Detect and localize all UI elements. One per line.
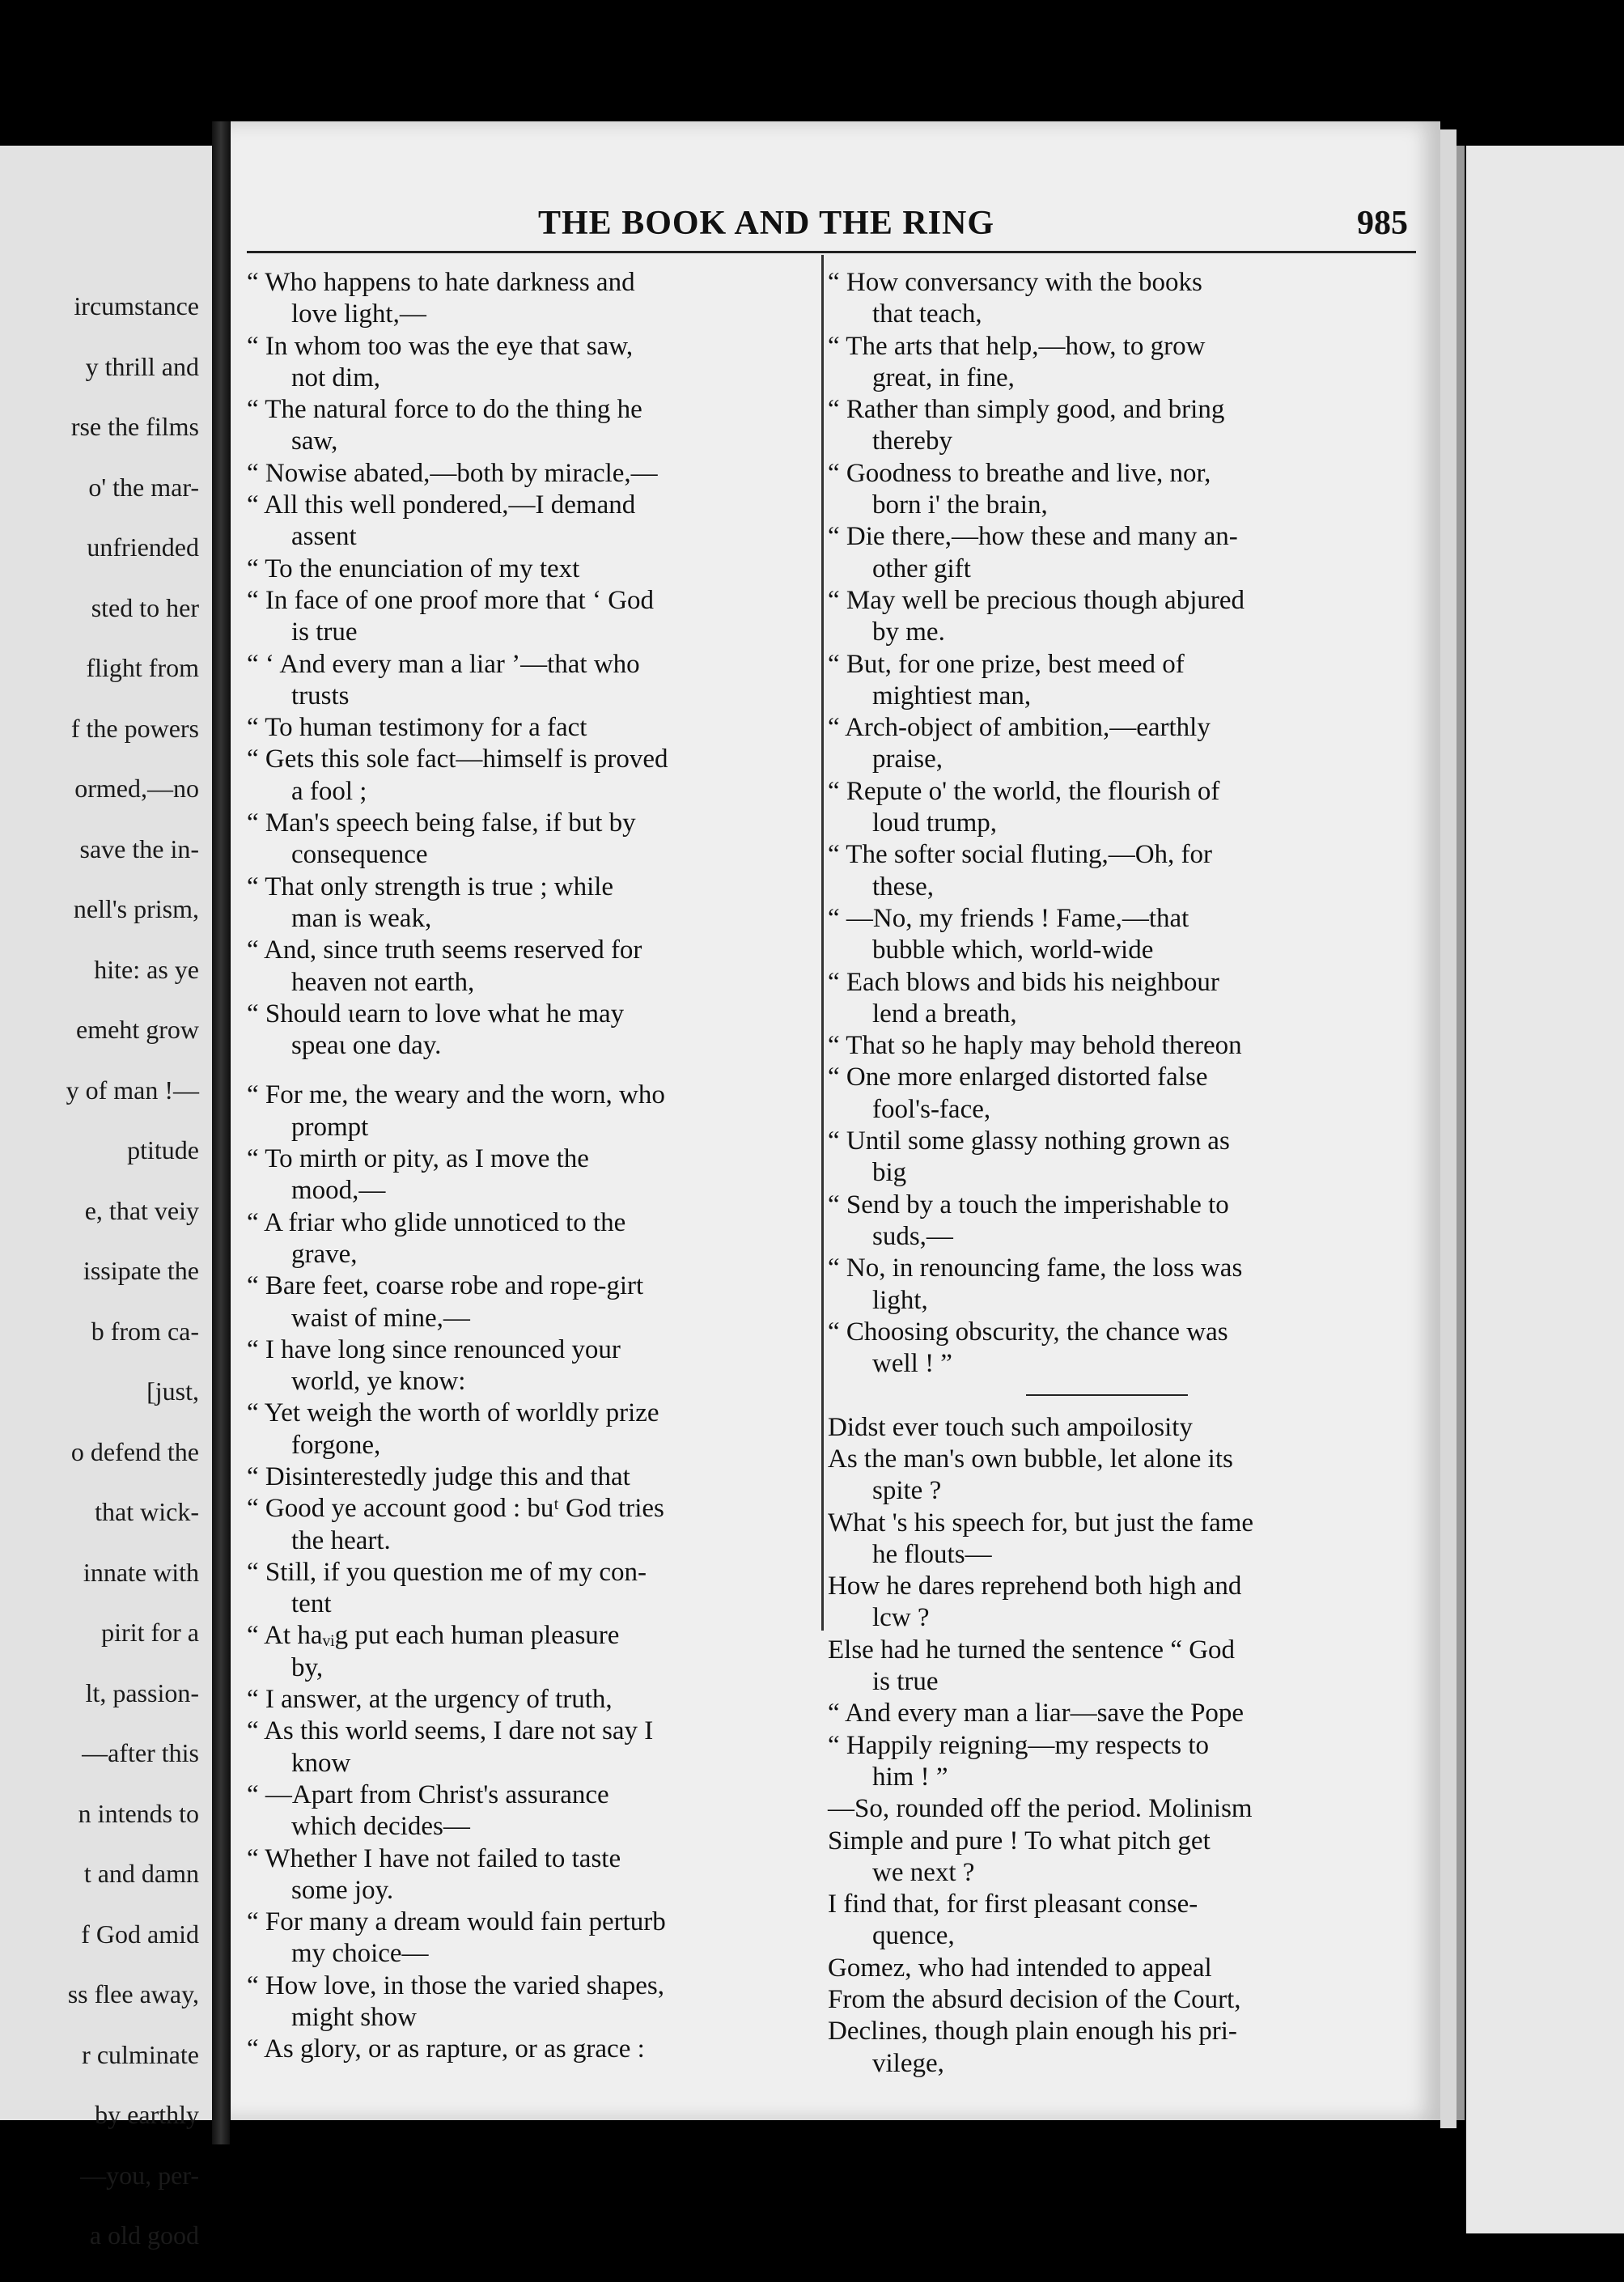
verse-line: light,: [872, 1285, 928, 1315]
verse-line: “ Bare feet, coarse robe and rope-girt: [247, 1271, 644, 1301]
page-edge-shadow: [1457, 146, 1465, 2120]
verse-line: love light,—: [291, 299, 426, 329]
left-page-fragment: y thrill and: [85, 351, 199, 381]
verse-line: vilege,: [872, 2048, 944, 2078]
verse-line: Didst ever touch such ampoilosity: [828, 1412, 1193, 1442]
verse-line: big: [872, 1158, 907, 1188]
verse-line: waist of mine,—: [291, 1303, 470, 1333]
verse-line: “ One more enlarged distorted false: [828, 1063, 1208, 1092]
left-page-fragment: nell's prism,: [73, 894, 199, 923]
verse-line: born i' the brain,: [872, 490, 1048, 520]
verse-line: “ Still, if you question me of my con-: [247, 1557, 647, 1587]
verse-line: great, in fine,: [872, 363, 1015, 392]
column-divider: [821, 255, 824, 1631]
verse-line: As the man's own bubble, let alone its: [828, 1444, 1233, 1474]
verse-line: know: [291, 1748, 351, 1778]
verse-line: “ I answer, at the urgency of truth,: [247, 1685, 613, 1715]
verse-line: quence,: [872, 1921, 955, 1951]
verse-line: “ And, since truth seems reserved for: [247, 935, 642, 965]
verse-line: speaɩ one day.: [291, 1031, 442, 1061]
left-page-fragment: b from ca-: [91, 1316, 199, 1346]
verse-line: “ —No, my friends ! Fame,—that: [828, 903, 1189, 933]
left-page-fragment: ormed,—no: [74, 774, 199, 803]
verse-line: these,: [872, 872, 935, 901]
left-page-fragment: rse the films: [70, 412, 199, 441]
verse-line: mood,—: [291, 1176, 386, 1206]
left-page-fragment: ircumstance: [74, 291, 199, 320]
verse-line: that teach,: [872, 299, 982, 329]
verse-line: praise,: [872, 744, 943, 774]
verse-line: thereby: [872, 426, 952, 456]
verse-line: “ Good ye account good : buᵗ God tries: [247, 1494, 664, 1524]
page-edge: [1440, 129, 1457, 2128]
verse-line: “ Die there,—how these and many an-: [828, 522, 1238, 552]
verse-line: “ Should ɩearn to love what he may: [247, 999, 625, 1029]
verse-line: grave,: [291, 1239, 358, 1269]
left-page-fragment: flight from: [86, 653, 199, 682]
verse-line: my choice—: [291, 1939, 429, 1969]
verse-line: “ Choosing obscurity, the chance was: [828, 1317, 1228, 1347]
left-page-fragment: pirit for a: [101, 1618, 199, 1647]
section-separator: [828, 1380, 1418, 1411]
verse-line: the heart.: [291, 1525, 391, 1555]
left-page-fragment: issipate the: [83, 1256, 199, 1285]
left-page-fragment: o' the mar-: [88, 472, 199, 502]
left-page-fragment: ptitude: [127, 1135, 199, 1164]
verse-line: “ ‘ And every man a liar ’—that who: [247, 649, 640, 679]
verse-line: lend a breath,: [872, 999, 1017, 1029]
verse-line: we next ?: [872, 1857, 975, 1887]
verse-line: a fool ;: [291, 776, 367, 806]
verse-line: might show: [291, 2003, 417, 2033]
verse-line: which decides—: [291, 1812, 470, 1842]
left-page-fragment: lt, passion-: [85, 1678, 199, 1707]
verse-line: forgone,: [291, 1430, 381, 1460]
verse-line: “ In whom too was the eye that saw,: [247, 331, 634, 361]
verse-line: “ Goodness to breathe and live, nor,: [828, 458, 1211, 488]
left-page-fragment: y of man !—: [66, 1075, 199, 1105]
main-page: [231, 121, 1440, 2120]
verse-line: “ May well be precious though abjured: [828, 585, 1245, 615]
verse-line: “ And every man a liar—save the Pope: [828, 1699, 1245, 1728]
left-page-fragment: t and damn: [83, 1859, 199, 1888]
verse-line: —So, rounded off the period. Molinism: [828, 1794, 1253, 1824]
verse-line: spite ?: [872, 1476, 942, 1506]
verse-line: Declines, though plain enough his pri-: [828, 2017, 1237, 2047]
verse-line: is true: [291, 617, 358, 647]
left-page-fragment: —you, per-: [80, 2160, 199, 2190]
stanza-gap: [247, 1062, 817, 1079]
verse-line: “ Man's speech being false, if but by: [247, 808, 636, 838]
verse-line: some joy.: [291, 1875, 394, 1905]
verse-line: is true: [872, 1667, 939, 1697]
verse-line: “ How love, in those the varied shapes,: [247, 1970, 664, 2000]
verse-line: How he dares reprehend both high and: [828, 1572, 1242, 1601]
verse-line: world, ye know:: [291, 1367, 466, 1397]
verse-line: he flouts—: [872, 1539, 992, 1569]
verse-line: “ Gets this sole fact—himself is proved: [247, 744, 668, 774]
verse-line: tent: [291, 1589, 332, 1619]
verse-line: “ That so he haply may behold thereon: [828, 1031, 1242, 1061]
verse-line: “ A friar who glide unnoticed to the: [247, 1207, 626, 1237]
verse-line: “ At haᵥᵢg put each human pleasure: [247, 1621, 620, 1651]
verse-line: “ To mirth or pity, as I move the: [247, 1144, 589, 1174]
verse-line: consequence: [291, 840, 428, 870]
left-facing-page: [0, 146, 212, 2250]
verse-line: saw,: [291, 426, 338, 456]
verse-line: “ Whether I have not failed to taste: [247, 1843, 621, 1873]
verse-line: Simple and pure ! To what pitch get: [828, 1826, 1211, 1856]
verse-line: not dim,: [291, 363, 381, 392]
left-page-fragment: o defend the: [70, 1436, 199, 1466]
verse-line: “ In face of one proof more that ‘ God: [247, 585, 655, 615]
left-page-fragment: save the in-: [79, 833, 199, 863]
verse-line: “ Disinterestedly judge this and that: [247, 1461, 630, 1491]
verse-line: “ Rather than simply good, and bring: [828, 395, 1225, 425]
verse-line: “ To human testimony for a fact: [247, 713, 587, 743]
left-page-fragment: emeht grow: [76, 1015, 199, 1044]
verse-line: by me.: [872, 617, 945, 647]
verse-line: man is weak,: [291, 903, 432, 933]
verse-line: “ The arts that help,—how, to grow: [828, 331, 1206, 361]
verse-line: “ But, for one prize, best meed of: [828, 649, 1185, 679]
verse-line: “ Nowise abated,—both by miracle,—: [247, 458, 658, 488]
left-page-fragment: f God amid: [81, 1919, 199, 1949]
verse-line: “ Happily reigning—my respects to: [828, 1730, 1210, 1760]
verse-line: lcw ?: [872, 1603, 930, 1633]
verse-line: “ Repute o' the world, the flourish of: [828, 776, 1220, 806]
left-page-fragment: innate with: [83, 1557, 199, 1587]
verse-line: assent: [291, 522, 357, 552]
verse-line: “ For me, the weary and the worn, who: [247, 1080, 665, 1110]
verse-line: by,: [291, 1652, 324, 1682]
header-rule: [247, 251, 1416, 253]
left-page-fragment: n intends to: [78, 1798, 199, 1828]
right-page-strip: [1466, 146, 1624, 2233]
verse-line: other gift: [872, 554, 971, 583]
verse-line: prompt: [291, 1112, 369, 1142]
verse-line: Gomez, who had intended to appeal: [828, 1953, 1212, 1983]
verse-line: “ How conversancy with the books: [828, 268, 1202, 297]
verse-line: “ For many a dream would fain perturb: [247, 1907, 666, 1937]
verse-line: “ To the enunciation of my text: [247, 554, 580, 583]
verse-line: mightiest man,: [872, 681, 1032, 710]
running-title: THE BOOK AND THE RING: [538, 205, 995, 242]
page-header: [231, 204, 1440, 244]
left-page-fragment: hite: as ye: [94, 954, 199, 984]
verse-line: “ Each blows and bids his neighbour: [828, 967, 1219, 997]
verse-line: bubble which, world-wide: [872, 935, 1154, 965]
verse-line: “ All this well pondered,—I demand: [247, 490, 636, 520]
left-page-fragment: that wick-: [95, 1497, 199, 1526]
left-column: [247, 267, 817, 2066]
verse-line: I find that, for first pleasant conse-: [828, 1890, 1198, 1919]
verse-line: “ Who happens to hate darkness and: [247, 268, 635, 297]
verse-line: “ —Apart from Christ's assurance: [247, 1779, 609, 1809]
left-page-fragment: f the powers: [70, 713, 199, 743]
page-number: 985: [1357, 205, 1408, 242]
verse-line: “ I have long since renounced your: [247, 1334, 621, 1364]
verse-line: “ Send by a touch the imperishable to: [828, 1190, 1229, 1219]
verse-line: “ No, in renouncing fame, the loss was: [828, 1253, 1243, 1283]
verse-line: “ Until some glassy nothing grown as: [828, 1126, 1230, 1156]
left-page-fragment: sted to her: [91, 592, 199, 622]
left-page-fragment: ss flee away,: [67, 1979, 199, 2008]
verse-line: well ! ”: [872, 1349, 952, 1379]
verse-line: “ As glory, or as rapture, or as grace :: [247, 2034, 645, 2064]
left-page-fragment: —after this: [82, 1738, 199, 1767]
verse-line: “ The natural force to do the thing he: [247, 395, 642, 425]
verse-line: heaven not earth,: [291, 967, 475, 997]
left-page-fragment: e, that veiy: [84, 1195, 199, 1225]
verse-line: “ Yet weigh the worth of worldly prize: [247, 1398, 659, 1428]
verse-line: From the absurd decision of the Court,: [828, 1985, 1241, 2015]
verse-line: “ As this world seems, I dare not say I: [247, 1716, 654, 1746]
verse-line: loud trump,: [872, 808, 997, 838]
verse-line: What 's his speech for, but just the fame: [828, 1508, 1254, 1538]
left-page-fragment: by earthly: [95, 2100, 199, 2129]
verse-line: Else had he turned the sentence “ God: [828, 1635, 1236, 1665]
left-page-fragment: a old good: [89, 2220, 199, 2250]
left-page-fragment: [just,: [146, 1376, 199, 1406]
verse-line: “ The softer social fluting,—Oh, for: [828, 840, 1213, 870]
verse-line: fool's-face,: [872, 1094, 991, 1124]
verse-line: “ Arch-object of ambition,—earthly: [828, 713, 1211, 743]
verse-line: “ That only strength is true ; while: [247, 872, 614, 901]
left-page-fragment: r culminate: [82, 2039, 199, 2069]
verse-line: suds,—: [872, 1221, 953, 1251]
verse-line: trusts: [291, 681, 350, 710]
right-column: [828, 267, 1418, 2080]
verse-line: him ! ”: [872, 1762, 948, 1792]
left-page-fragment: unfriended: [87, 532, 199, 562]
book-spine: [212, 121, 230, 2144]
